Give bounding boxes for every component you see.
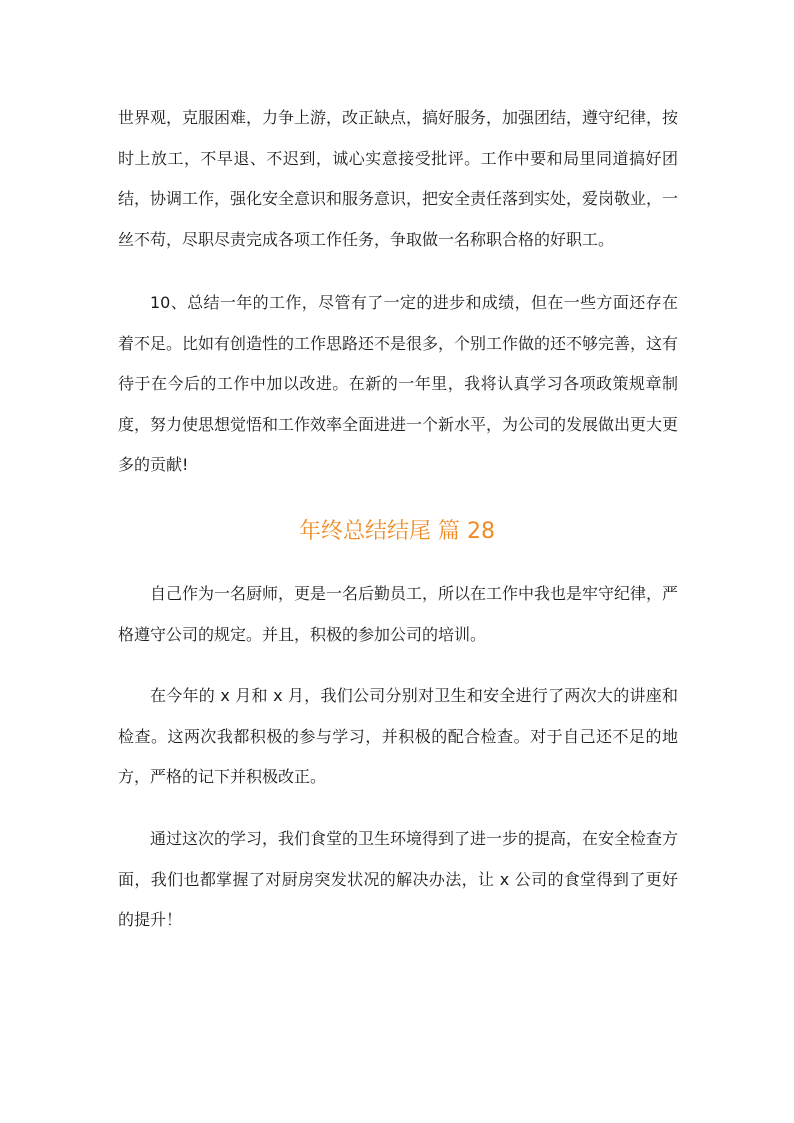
paragraph-improvement: 通过这次的学习，我们食堂的卫生环境得到了进一步的提高，在安全检查方面，我们也都掌握了对厨房突发状况的解决办法，让 x 公司的食堂得到了更好的提升！ bbox=[118, 829, 679, 929]
paragraph-continuation: 世界观，克服困难，力争上游，改正缺点，搞好服务，加强团结，遵守纪律，按时上放工，不早退、不迟到，诚心实意接受批评。工作中要和局里同道搞好团结，协调工作，强化安全意识和服务意识，把安全责任落到实处，爱岗敬业，一丝不苟，尽职尽责完成各项工作任务，争取做一名称职合格的好职工。 bbox=[118, 108, 679, 249]
section-heading: 年终总结结尾 篇 28 bbox=[299, 519, 495, 544]
paragraph-item-10: 10、总结一年的工作，尽管有了一定的进步和成绩，但在一些方面还存在着不足。比如有创造性的工作思路还不是很多，个别工作做的还不够完善，这有待于在今后的工作中加以改进。在新的一年里，我将认真学习各项政策规章制度，努力使思想觉悟和工作效率全面进进一个新水平，为公司的发展做出更大更多的贡献! bbox=[118, 293, 679, 474]
paragraph-chef-intro: 自己作为一名厨师，更是一名后勤员工，所以在工作中我也是牢守纪律，严格遵守公司的规定。并且，积极的参加公司的培训。 bbox=[118, 584, 679, 644]
paragraph-training: 在今年的 x 月和 x 月，我们公司分别对卫生和安全进行了两次大的讲座和检查。这两次我都积极的参与学习，并积极的配合检查。对于自己还不足的地方，严格的记下并积极改正。 bbox=[118, 686, 678, 786]
